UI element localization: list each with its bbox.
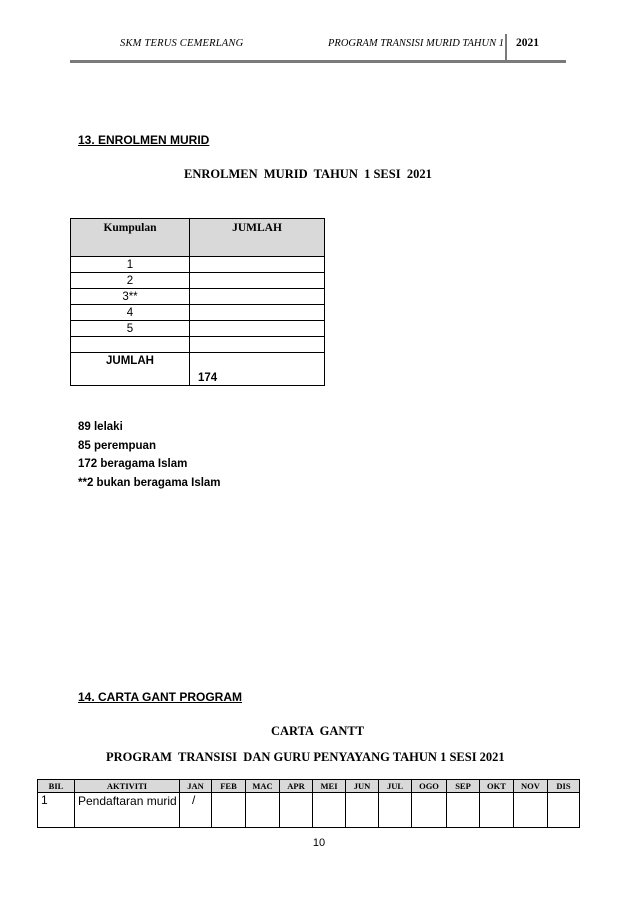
cell-month-mei: [313, 793, 346, 828]
cell-kumpulan: [71, 337, 190, 353]
cell-month-jul: [379, 793, 412, 828]
cell-kumpulan: 4: [71, 305, 190, 321]
gantt-title: CARTA GANTT: [271, 724, 365, 738]
cell-kumpulan: 5: [71, 321, 190, 337]
col-header-dis: DIS: [548, 780, 580, 793]
gantt-header-row: [38, 780, 580, 793]
table-row: [38, 793, 580, 828]
col-header-bil: BIL: [38, 780, 75, 793]
table-total-row: [71, 353, 325, 386]
cell-jumlah: [190, 321, 325, 337]
col-header-jun: JUN: [346, 780, 379, 793]
table-row: [71, 321, 325, 337]
cell-month-ogo: [412, 793, 447, 828]
section-14-heading: 14. CARTA GANT PROGRAM: [78, 690, 243, 704]
note-muslim: 172 beragama Islam: [78, 458, 188, 470]
cell-month-mac: [246, 793, 280, 828]
cell-month-jan: /: [180, 793, 212, 828]
cell-jumlah: [190, 273, 325, 289]
enrolment-notes: [78, 418, 221, 492]
enrolment-table: [70, 218, 325, 386]
col-header-kumpulan: Kumpulan: [71, 219, 190, 257]
page-number: 10: [312, 837, 326, 849]
cell-month-okt: [480, 793, 514, 828]
header-program-title: PROGRAM TRANSISI MURID TAHUN 1: [328, 38, 504, 49]
total-value: 174: [190, 353, 325, 386]
table-row: [71, 289, 325, 305]
cell-month-apr: [280, 793, 313, 828]
gantt-subtitle: PROGRAM TRANSISI DAN GURU PENYAYANG TAHUN 1 SESI 2021: [106, 750, 505, 764]
enrolment-title: ENROLMEN MURID TAHUN 1 SESI 2021: [184, 167, 432, 181]
table-row: [71, 337, 325, 353]
section-13-heading: 13. ENROLMEN MURID: [78, 133, 210, 147]
cell-jumlah: [190, 257, 325, 273]
col-header-okt: OKT: [480, 780, 514, 793]
col-header-sep: SEP: [447, 780, 480, 793]
cell-kumpulan: 3**: [71, 289, 190, 305]
cell-kumpulan: 1: [71, 257, 190, 273]
col-header-jul: JUL: [379, 780, 412, 793]
header-year: 2021: [516, 37, 539, 49]
cell-kumpulan: 2: [71, 273, 190, 289]
col-header-apr: APR: [280, 780, 313, 793]
cell-aktiviti: Pendaftaran murid: [75, 793, 180, 828]
cell-month-feb: [212, 793, 246, 828]
table-row: [71, 257, 325, 273]
total-label: JUMLAH: [71, 353, 190, 386]
col-header-jan: JAN: [180, 780, 212, 793]
col-header-mac: MAC: [246, 780, 280, 793]
cell-jumlah: [190, 337, 325, 353]
header-divider: [505, 34, 507, 62]
col-header-mei: MEI: [313, 780, 346, 793]
cell-month-sep: [447, 793, 480, 828]
note-non-muslim: **2 bukan beragama Islam: [78, 476, 221, 489]
table-row: [71, 273, 325, 289]
cell-bil: 1: [38, 793, 75, 828]
cell-month-dis: [548, 793, 580, 828]
col-header-nov: NOV: [514, 780, 548, 793]
col-header-jumlah: JUMLAH: [190, 219, 325, 257]
gantt-table: [37, 779, 580, 828]
table-row: [71, 305, 325, 321]
cell-jumlah: [190, 305, 325, 321]
cell-month-nov: [514, 793, 548, 828]
col-header-ogo: OGO: [412, 780, 447, 793]
col-header-feb: FEB: [212, 780, 246, 793]
note-male: 89 lelaki: [78, 421, 123, 433]
header-rule: [70, 60, 566, 63]
cell-month-jun: [346, 793, 379, 828]
header-school-name: SKM TERUS CEMERLANG: [120, 38, 244, 49]
cell-jumlah: [190, 289, 325, 305]
note-female: 85 perempuan: [78, 439, 156, 452]
col-header-aktiviti: AKTIVITI: [75, 780, 180, 793]
